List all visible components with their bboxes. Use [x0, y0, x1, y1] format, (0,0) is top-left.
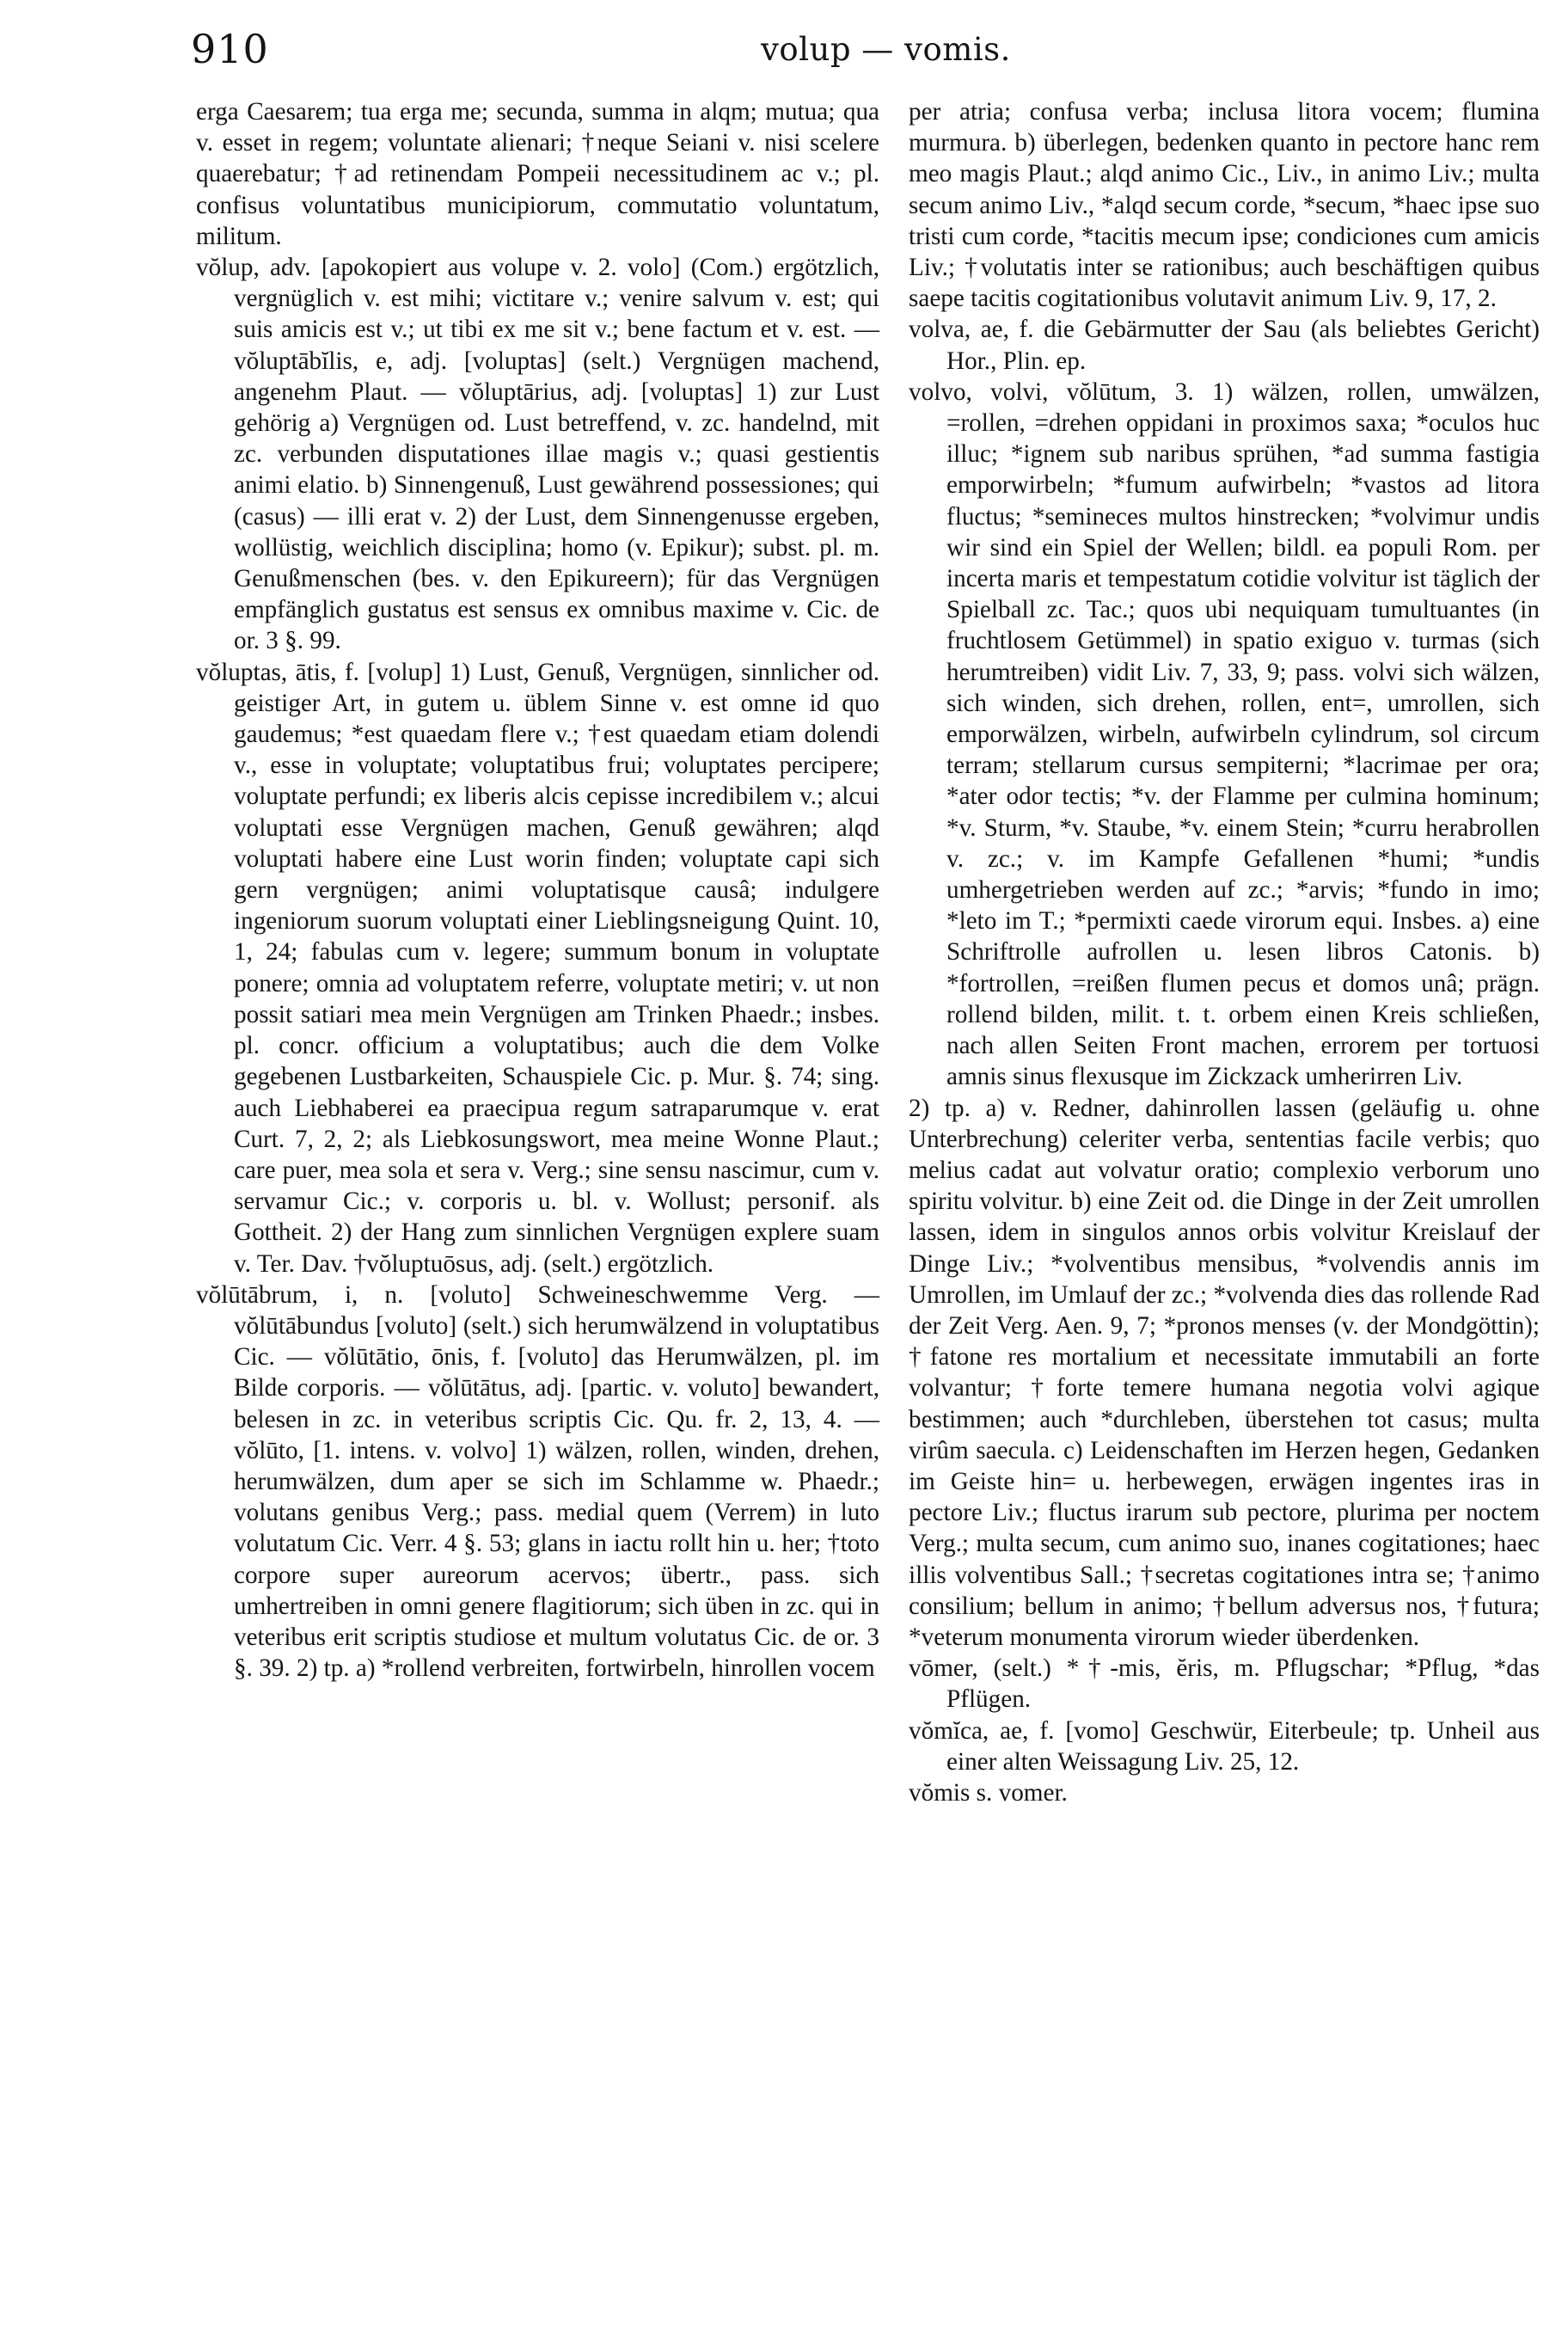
entry-volvo-sense-2: 2) tp. a) v. Redner, dahinrollen lassen (geläufig u. ohne Unterbrechung) celeriter verba, sententias facile verbis; quo melius cadat aut volvatur oratio; complexio verborum uno spiritu volvitur. b) eine Zeit od. die Dinge in der Zeit umrollen lassen, idem in singulos annos orbis volvitur Kreislauf der Dinge Liv.; *volventibus mensibus, *volvendis annis im Umrollen, im Umlauf der zc.; *volvenda dies das rollende Rad der Zeit Verg. Aen. 9, 7; *pronos menses (v. der Mondgöttin); †fatone res mortalium et necessitate immutabili an forte volvantur; †forte temere humana negotia volvi agique bestimmen; auch *durchleben, überstehen tot casus; multa virûm saecula. c) Leidenschaften im Herzen hegen, Gedanken im Geiste hin= u. herbewegen, erwägen ingentes iras in pectore Liv.; fluctus irarum sub pectore, plurima per noctem Verg.; multa secum, cum animo suo, inanes cogitationes; haec illis volventibus Sall.; †secretas cogitationes intra se; †animo consilium; bellum in animo; †bellum adversus nos, †futura; *veterum monumenta virorum wieder überdenken. [909, 1094, 1540, 1651]
entry-volvo: volvo, volvi, vŏlūtum, 3. 1) wälzen, rollen, umwälzen, =rollen, =drehen oppidani in proximos saxa; *oculos huc illuc; *ignem sub naribus sprühen, *ad summa fastigia emporwirbeln; *fumum aufwirbeln; *vastos ad litora fluctus; *semineces multos hinstrecken; *volvimur undis wir sind ein Spiel der Wellen; bildl. ea populi Rom. per incerta maris et tempestatum cotidie volvitur ist täglich der Spielball zc. Tac.; quos ubi nequiquam tumultuantes (in fruchtlosem Getümmel) in spatio exiguo v. turmas (sich herumtreiben) vidit Liv. 7, 33, 9; pass. volvi sich wälzen, sich winden, sich drehen, rollen, ent=, umrollen, sich emporwälzen, wirbeln, aufwirbeln cylindrum, sol circum terram; stellarum cursus sempiterni; *lacrimae per ora; *ater odor tectis; *v. der Flamme per culmina hominum; *v. Sturm, *v. Staube, *v. einem Stein; *curru herabrollen v. zc.; v. im Kampfe Gefallenen *humi; *undis umhergetrieben werden auf zc.; *arvis; *fundo in imo; *leto im T.; *permixti caede virorum equi. Insbes. a) eine Schriftrolle aufrollen u. lesen libros Catonis. b) *fortrollen, =reißen flumen pecus et domos unâ; prägn. rollend bilden, milit. t. t. orbem einen Kreis schließen, nach allen Seiten Front machen, errorem per tortuosi amnis sinus flexusque im Zickzack umherirren Liv. [909, 377, 1540, 1091]
entry-volup: vŏlup, adv. [apokopiert aus volupe v. 2. volo] (Com.) ergötzlich, vergnüglich v. est mihi; victitare v.; venire salvum v. est; qui suis amicis est v.; ut tibi ex me sit v.; bene factum et v. est. — vŏluptābĭlis, e, adj. [voluptas] (selt.) Vergnügen machend, angenehm Plaut. — vŏluptārius, adj. [voluptas] 1) zur Lust gehörig a) Vergnügen od. Lust betreffend, v. zc. handelnd, mit zc. verbunden disputationes illae magis v.; quasi gestientis animi elatio. b) Sinnengenuß, Lust gewährend possessiones; qui (casus) — illi erat v. 2) der Lust, dem Sinnengenusse ergeben, wollüstig, weichlich disciplina; homo (v. Epikur); subst. pl. m. Genußmenschen (bes. v. den Epikureern); für das Vergnügen empfänglich gustatus est sensus ex omnibus maxime v. Cic. de or. 3 §. 99. [196, 254, 879, 655]
entry-voluto-continued: per atria; confusa verba; inclusa litora vocem; flumina murmura. b) überlegen, bedenken quanto in pectore hanc rem meo magis Plaut.; alqd animo Cic., Liv., in animo Liv.; multa secum animo Liv., *alqd secum corde, *secum, *haec ipse suo tristi cum corde, *tacitis mecum ipse; condiciones cum amicis Liv.; †volutatis inter se rationibus; auch beschäftigen quibus saepe tacitis cogitationibus volutavit animum Liv. 9, 17, 2. [909, 98, 1540, 313]
entry-voluntas-continued: erga Caesarem; tua erga me; secunda, summa in alqm; mutua; qua v. esset in regem; voluntate alienari; †neque Seiani v. nisi scelere quaerebatur; †ad retinendam Pompeii necessitudinem ac v.; pl. confisus voluntatibus municipiorum, commutatio voluntatum, militum. [196, 98, 879, 250]
page-number: 910 [191, 26, 269, 72]
entry-vomer: vōmer, (selt.) *†-mis, ĕris, m. Pflugschar; *Pflug, *das Pflügen. [909, 1654, 1540, 1714]
page-header [0, 0, 1568, 95]
entry-volutabrum: vŏlūtābrum, i, n. [voluto] Schweineschwemme Verg. — vŏlūtābundus [voluto] (selt.) sich herumwälzend in voluptatibus Cic. — vŏlūtātio, ōnis, f. [voluto] das Herumwälzen, pl. im Bilde corporis. — vŏlūtātus, adj. [partic. v. voluto] bewandert, belesen in zc. in veteribus scriptis Cic. Qu. fr. 2, 13, 4. — vŏlūto, [1. intens. v. volvo] 1) wälzen, rollen, winden, drehen, herumwälzen, dum aper se sich im Schlamme w. Phaedr.; volutans genibus Verg.; pass. medial quem (Verrem) in luto volutatum Cic. Verr. 4 §. 53; glans in iactu rollt hin u. her; †toto corpore super aureorum acervos; übertr., pass. sich umhertreiben in omni genere flagitiorum; sich üben in zc. qui in veteribus erit scriptis studiose et multum volutatus Cic. de or. 3 §. 39. 2) tp. a) *rollend verbreiten, fortwirbeln, hinrollen vocem [196, 1280, 879, 1683]
left-column [196, 96, 879, 1684]
running-head: volup — vomis. [761, 31, 1011, 68]
entry-volva: volva, ae, f. die Gebärmutter der Sau (als beliebtes Gericht) Hor., Plin. ep. [909, 316, 1540, 375]
entry-voluptas: vŏluptas, ātis, f. [volup] 1) Lust, Genuß, Vergnügen, sinnlicher od. geistiger Art, in gutem u. üblem Sinne v. est omne id quo gaudemus; *est quaedam flere v.; †est quaedam etiam dolendi v., esse in voluptate; voluptatibus frui; voluptates percipere; voluptate perfundi; ex liberis alcis cepisse incredibilem v.; alcui voluptati esse Vergnügen machen, Genuß gewähren; alqd voluptati habere eine Lust worin finden; voluptate capi sich gern vergnügen; animi voluptatisque causâ; indulgere ingeniorum suorum voluptati einer Lieblingsneigung Quint. 10, 1, 24; fabulas cum v. legere; summum bonum in voluptate ponere; omnia ad voluptatem referre, voluptate metiri; v. ut non possit satiari mea mein Vergnügen am Trinken Phaedr.; insbes. pl. concr. officium a voluptatibus; auch die dem Volke gegebenen Lustbarkeiten, Schauspiele Cic. p. Mur. §. 74; sing. auch Liebhaberei ea praecipua regum satraparumque v. erat Curt. 7, 2, 2; als Liebkosungswort, mea meine Wonne Plaut.; care puer, mea sola et sera v. Verg.; sine sensu nascimur, cum v. servamur Cic.; v. corporis u. bl. v. Wollust; personif. als Gottheit. 2) der Hang zum sinnlichen Vergnügen explere suam v. Ter. Dav. †vŏluptuōsus, adj. (selt.) ergötzlich. [196, 658, 879, 1278]
right-column [909, 96, 1540, 1808]
entry-vomis: vŏmis s. vomer. [909, 1778, 1068, 1807]
entry-vomica: vŏmĭca, ae, f. [vomo] Geschwür, Eiterbeule; tp. Unheil aus einer alten Weissagung Liv. 25, 12. [909, 1716, 1540, 1776]
